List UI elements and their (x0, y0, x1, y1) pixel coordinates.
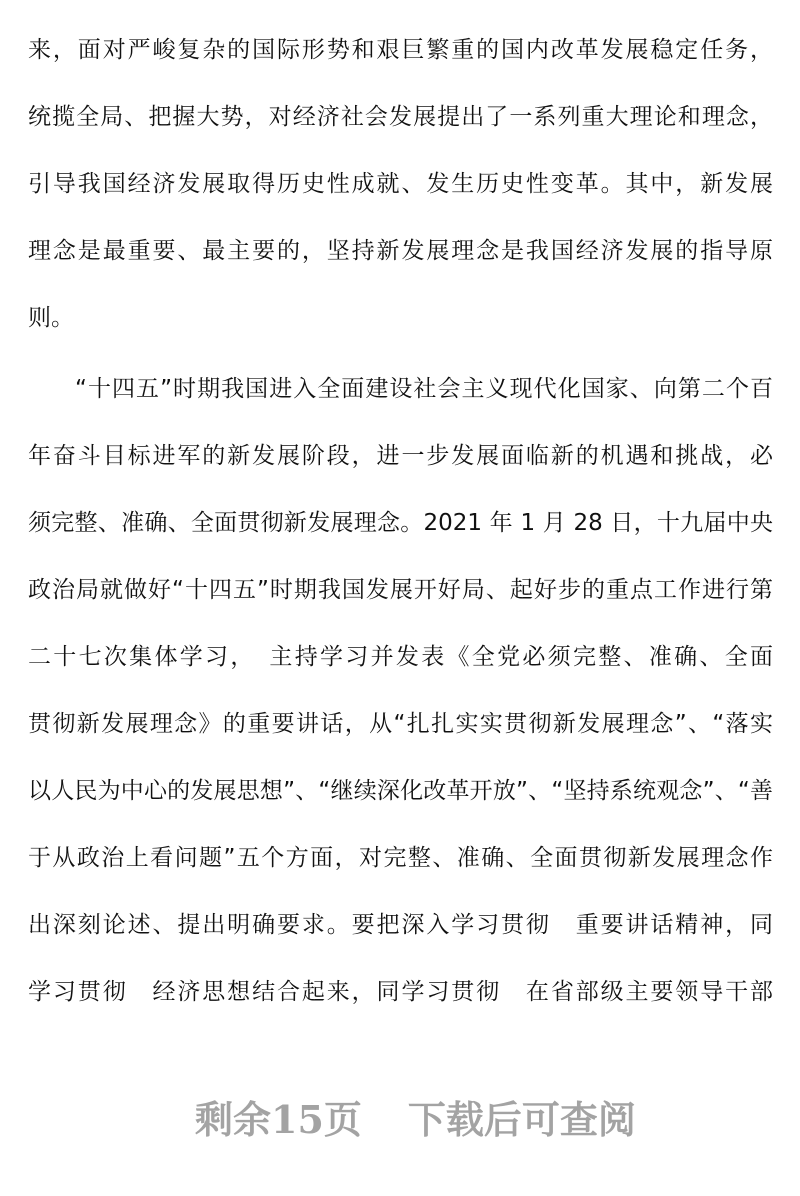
text-line: 年奋斗目标进军的新发展阶段，进一步发展面临新的机遇和挑战，必 (28, 443, 773, 469)
text-line: 统揽全局、把握大势，对经济社会发展提出了一系列重大理论和理念， (28, 104, 773, 130)
document-body (28, 17, 773, 1026)
download-hint-label: 下载后可查阅 (407, 1097, 636, 1142)
text-line: 二十七次集体学习， 主持学习并发表《全党必须完整、准确、全面 (28, 644, 773, 670)
text-line: 政治局就做好“十四五”时期我国发展开好局、起好步的重点工作进行第 (28, 577, 773, 603)
paragraph-2 (28, 356, 773, 1026)
text-line: 则。 (28, 305, 74, 331)
text-line: 出深刻论述、提出明确要求。要把深入学习贯彻 重要讲话精神，同 (28, 912, 773, 938)
text-line: 理念是最重要、最主要的，坚持新发展理念是我国经济发展的指导原 (28, 238, 773, 264)
download-banner[interactable] (195, 1097, 636, 1143)
text-line: 以人民为中心的发展思想”、“继续深化改革开放”、“坚持系统观念”、“善 (28, 778, 773, 804)
text-line: 贯彻新发展理念》的重要讲话，从“扎扎实实贯彻新发展理念”、“落实 (28, 711, 773, 737)
text-line: 来，面对严峻复杂的国际形势和艰巨繁重的国内改革发展稳定任务， (28, 37, 773, 63)
text-line: 须完整、准确、全面贯彻新发展理念。2021 年 1 月 28 日，十九届中央 (28, 510, 773, 536)
text-line: 学习贯彻 经济思想结合起来，同学习贯彻 在省部级主要领导干部 (28, 979, 773, 1005)
remaining-pages-label: 剩余15页 (195, 1097, 362, 1142)
text-line: 于从政治上看问题”五个方面，对完整、准确、全面贯彻新发展理念作 (28, 845, 773, 871)
text-line: 引导我国经济发展取得历史性成就、发生历史性变革。其中，新发展 (28, 171, 773, 197)
paragraph-1 (28, 17, 773, 352)
text-line: “十四五”时期我国进入全面建设社会主义现代化国家、向第二个百 (75, 376, 773, 402)
